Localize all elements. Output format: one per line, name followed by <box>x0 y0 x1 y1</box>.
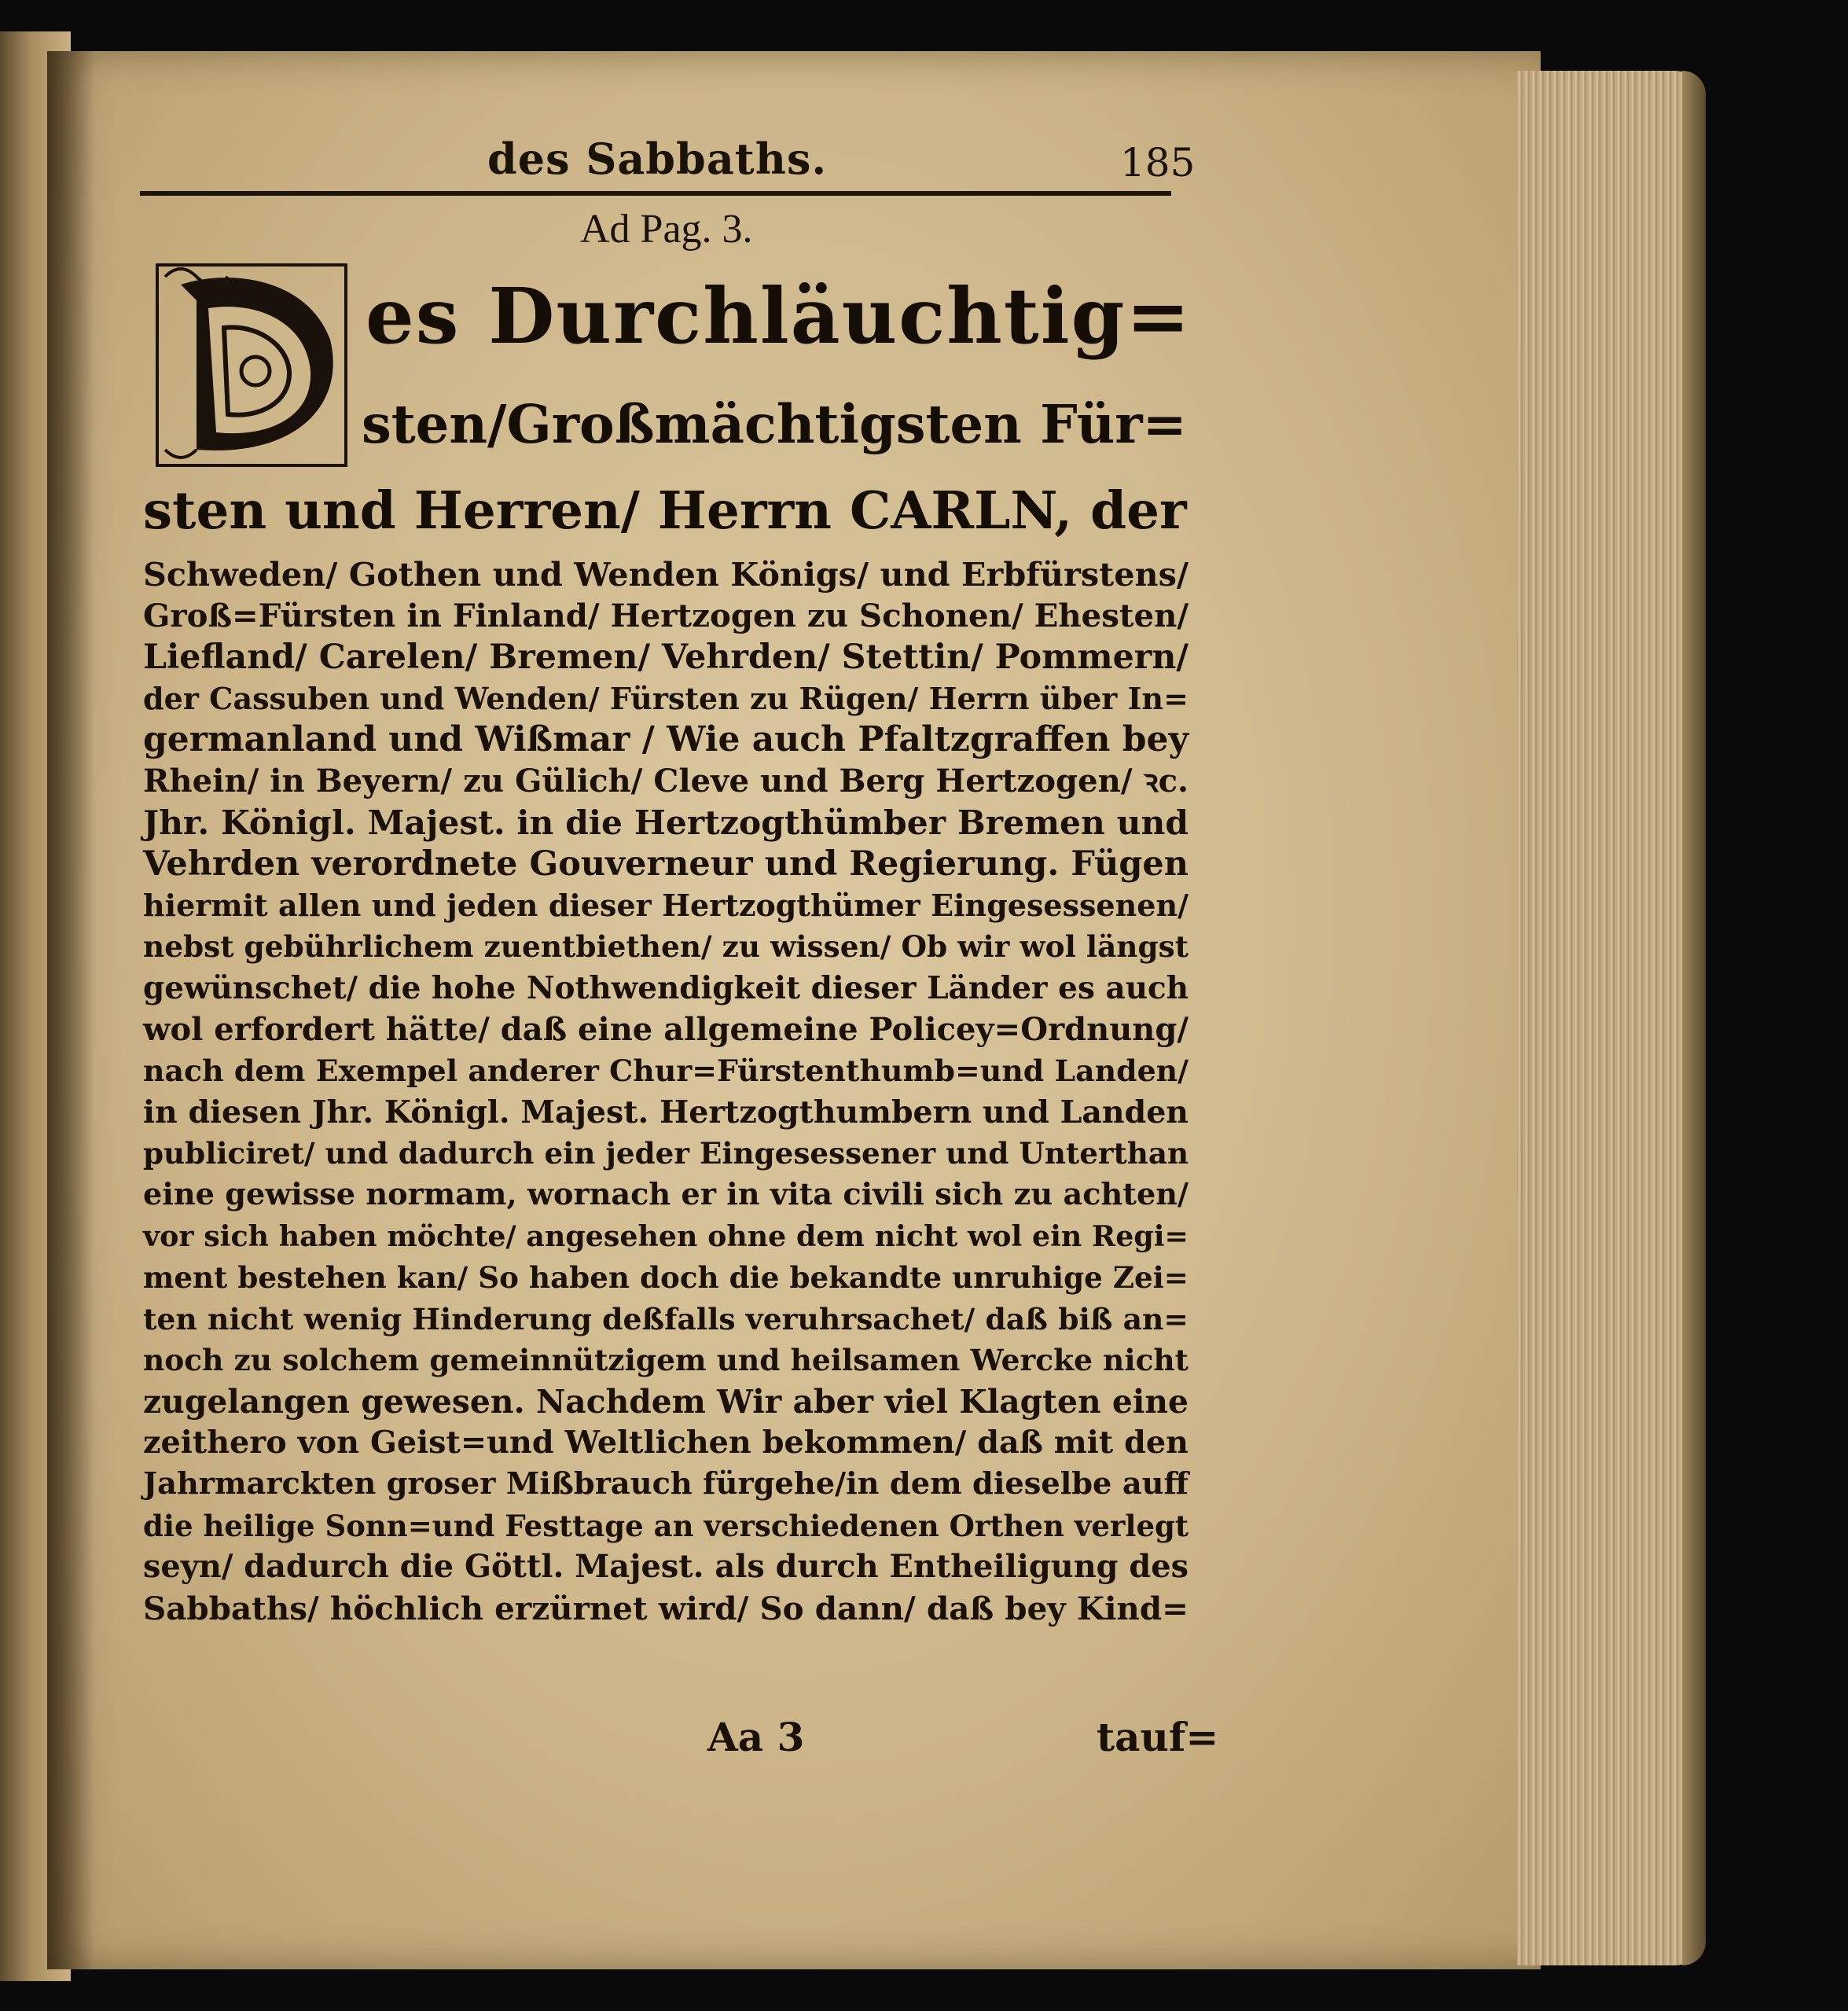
body-line: germanland und Wißmar / Wie auch Pfaltzgraffen bey <box>143 719 1189 760</box>
running-head: des Sabbaths. <box>487 134 828 184</box>
body-line: Liefland/ Carelen/ Bremen/ Vehrden/ Stettin/ Pommern/ <box>143 638 1189 678</box>
body-line: noch zu solchem gemeinnützigem und heilsamen Wercke nicht <box>143 1343 1189 1378</box>
title-line-3: sten und Herren/ Herrn CARLN, der <box>143 480 1187 541</box>
header-rule <box>140 191 1171 196</box>
body-line: ten nicht wenig Hinderung deßfalls veruhrsachet/ daß biß an= <box>143 1301 1189 1336</box>
body-line: zugelangen gewesen. Nachdem Wir aber viel Klagten eine <box>143 1382 1189 1421</box>
decorated-initial-icon <box>149 253 354 477</box>
body-line: Schweden/ Gothen und Wenden Königs/ und Erbfürstens/ <box>143 555 1189 594</box>
body-line: nebst gebührlichem zuentbiethen/ zu wissen/ Ob wir wol längst <box>143 929 1189 965</box>
body-line: eine gewisse normam, wornach er in vita civili sich zu achten/ <box>143 1176 1189 1212</box>
body-line: ment bestehen kan/ So haben doch die bekandte unruhige Zei= <box>143 1260 1189 1296</box>
body-line: zeithero von Geist=und Weltlichen bekommen/ daß mit den <box>143 1425 1189 1461</box>
body-line: gewünschet/ die hohe Nothwendigkeit dieser Länder es auch <box>143 969 1189 1006</box>
body-line: publiciret/ und dadurch ein jeder Eingesessener und Unterthan <box>143 1136 1189 1171</box>
catchword: tauf= <box>1097 1714 1219 1760</box>
body-line: Sabbaths/ höchlich erzürnet wird/ So dann/ daß bey Kind= <box>143 1589 1189 1627</box>
page-block-edges <box>1517 71 1706 1965</box>
body-line: seyn/ dadurch die Göttl. Majest. als durch Entheiligung des <box>143 1549 1189 1586</box>
signature-mark: Aa 3 <box>707 1714 805 1760</box>
page-block-shadow <box>1682 71 1706 1965</box>
body-line: Groß=Fürsten in Finland/ Hertzogen zu Schonen/ Ehesten/ <box>143 597 1189 634</box>
body-line: wol erfordert hätte/ daß eine allgemeine Policey=Ordnung/ <box>143 1010 1189 1048</box>
body-line: Jhr. Königl. Majest. in die Hertzogthümber Bremen und <box>143 803 1189 843</box>
body-line: in diesen Jhr. Königl. Majest. Hertzogthumbern und Landen <box>143 1094 1189 1130</box>
body-line: vor sich haben möchte/ angesehen ohne dem nicht wol ein Regi= <box>143 1219 1189 1253</box>
page-gutter-shadow <box>47 51 94 1969</box>
page-number: 185 <box>1120 140 1196 186</box>
body-line: hiermit allen und jeden dieser Hertzogthümer Eingesessenen/ <box>143 887 1189 923</box>
body-line: Rhein/ in Beyern/ zu Gülich/ Cleve und Berg Hertzogen/ ꝛc. <box>143 762 1189 800</box>
body-line: die heilige Sonn=und Festtage an verschiedenen Orthen verlegt <box>143 1508 1189 1543</box>
title-line-2: sten/Großmächtigsten Für= <box>362 393 1187 455</box>
body-text <box>143 554 1189 1629</box>
body-line: der Cassuben und Wenden/ Fürsten zu Rügen/ Herrn über In= <box>143 680 1189 716</box>
body-line: nach dem Exempel anderer Chur=Fürstenthumb=und Landen/ <box>143 1053 1189 1089</box>
body-line: Vehrden verordnete Gouverneur und Regierung. Fügen <box>143 844 1189 884</box>
title-line-1: es Durchläuchtig= <box>366 271 1192 361</box>
ad-pag-note: Ad Pag. 3. <box>580 207 753 252</box>
body-line: Jahrmarckten groser Mißbrauch fürgehe/in dem dieselbe auff <box>143 1466 1189 1502</box>
